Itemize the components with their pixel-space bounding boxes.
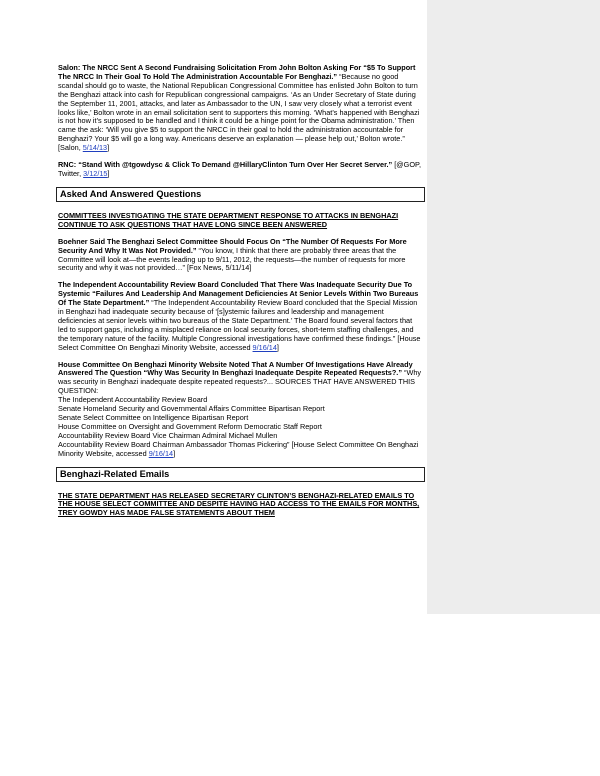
house-tail: ]: [173, 448, 176, 458]
rnc-paragraph: [58, 161, 422, 179]
source-list-item: The Independent Accountability Review Board: [58, 395, 208, 405]
rnc-tail: ]: [107, 168, 110, 178]
boehner-body: “You know, I think that there are probably three areas that the Committee will look at—the events leading up to 9/11, 2012, the requests—the number of requests for more security and why it was not provided…” [Fox News, 5/11/14]: [58, 245, 406, 273]
arb-headline: The Independent Accountability Review Board Concluded That There Was Inadequate Security Due To Systemic “Failures And Leadership And Management Deficiencies At Senior Levels Within Two Bureaus Of The State Department.”: [58, 280, 419, 308]
source-list-item: Senate Select Committee on Intelligence Bipartisan Report: [58, 413, 249, 422]
section-heading-asked-answered: Asked And Answered Questions: [56, 187, 425, 202]
comment-margin-pane: [427, 0, 600, 614]
house-source-link[interactable]: 9/16/14: [148, 448, 174, 458]
boehner-paragraph: [58, 238, 422, 274]
section-heading-benghazi-emails: Benghazi-Related Emails: [56, 467, 425, 482]
section2-caps-summary: THE STATE DEPARTMENT HAS RELEASED SECRETARY CLINTON’S BENGHAZI-RELATED EMAILS TO THE HOUSE SELECT COMMITTEE AND DESPITE HAVING HAD ACCESS TO THE EMAILS FOR MONTHS, TREY GOWDY HAS MADE FALSE STATEMENTS ABOUT THEM: [58, 490, 420, 518]
house-paragraph: [58, 361, 422, 459]
salon-body: “Because no good scandal should go to waste, the National Republican Congressional Committee has enlisted John Bolton to turn the Benghazi attack into cash for Republican congressional campaigns. ‘As an Under Secretary of State during the September 11, 2001, attacks, and later as Ambassador to the UN, I saw very closely what a terrorist event looks like,’ Bolton wrote in an email solicitation sent to supporters this morning. ‘What’s happened with Benghazi is not how it’s supposed to be handled and I think it could be a hinge point for the Obama administration.’ Then came the ask: ‘Will you give $5 to support the NRCC in their goal to hold the administration accountable for Benghazi? Your $5 will go a long way. Americans deserve an explanation — please help out,’ Bolton wrote.” [Salon,: [58, 71, 420, 153]
salon-tail: ]: [107, 143, 110, 153]
section1-caps-summary: COMMITTEES INVESTIGATING THE STATE DEPARTMENT RESPONSE TO ATTACKS IN BENGHAZI CONTINUE TO ASK QUESTIONS THAT HAVE LONG SINCE BEEN ANSWERED: [58, 210, 399, 229]
rnc-body: [@GOP, Twitter,: [58, 160, 421, 178]
salon-source-link[interactable]: 5/14/13: [82, 143, 108, 153]
arb-source-link[interactable]: 9/16/14: [252, 342, 277, 352]
source-list-item: House Committee on Oversight and Government Reform Democratic Staff Report: [58, 421, 322, 431]
document-page: [58, 64, 422, 526]
arb-paragraph: [58, 281, 422, 352]
house-body: “Why was security in Benghazi inadequate despite repeated requests?... SOURCES THAT HAVE ANSWERED THIS QUESTION:: [58, 368, 422, 396]
source-list-item: Senate Homeland Security and Governmental Affairs Committee Bipartisan Report: [58, 404, 325, 414]
salon-headline: Salon: The NRCC Sent A Second Fundraising Solicitation From John Bolton Asking For “$5 To Support The NRCC In Their Goal To Hold The Administration Accountable For Benghazi.”: [58, 63, 416, 81]
rnc-headline: RNC: “Stand With @tgowdysc & Click To Demand @HillaryClinton Turn Over Her Secret Server.”: [58, 160, 393, 170]
salon-paragraph: [58, 64, 422, 153]
source-list-item: Accountability Review Board Vice Chairman Admiral Michael Mullen: [58, 430, 278, 440]
arb-body: “The Independent Accountability Review Board concluded that the Special Mission in Benghazi had inadequate security because of ‘[s]ystemic failures and leadership and management deficiencies at senior levels within two bureaus of the State Department.’ The Board found several factors that led to support gaps, including a misplaced reliance on local security forces, short-term staffing challenges, and the temporary nature of the facility. Multiple Congressional investigations have confirmed these findings.” [House Select Committee On Benghazi Minority Website, accessed: [58, 298, 421, 352]
boehner-headline: Boehner Said The Benghazi Select Committee Should Focus On “The Number Of Requests For More Security And Why It Was Not Provided.”: [58, 236, 407, 255]
house-headline: House Committee On Benghazi Minority Website Noted That A Number Of Investigations Have Already Answered The Question “Why Was Security In Benghazi Inadequate Despite Repeated Requests?.”: [58, 359, 413, 378]
arb-tail: ]: [276, 342, 279, 352]
rnc-source-link[interactable]: 3/12/15: [83, 168, 108, 178]
source-list-item-last: Accountability Review Board Chairman Ambassador Thomas Pickering” [House Select Committee On Benghazi Minority Website, accessed: [58, 439, 419, 458]
